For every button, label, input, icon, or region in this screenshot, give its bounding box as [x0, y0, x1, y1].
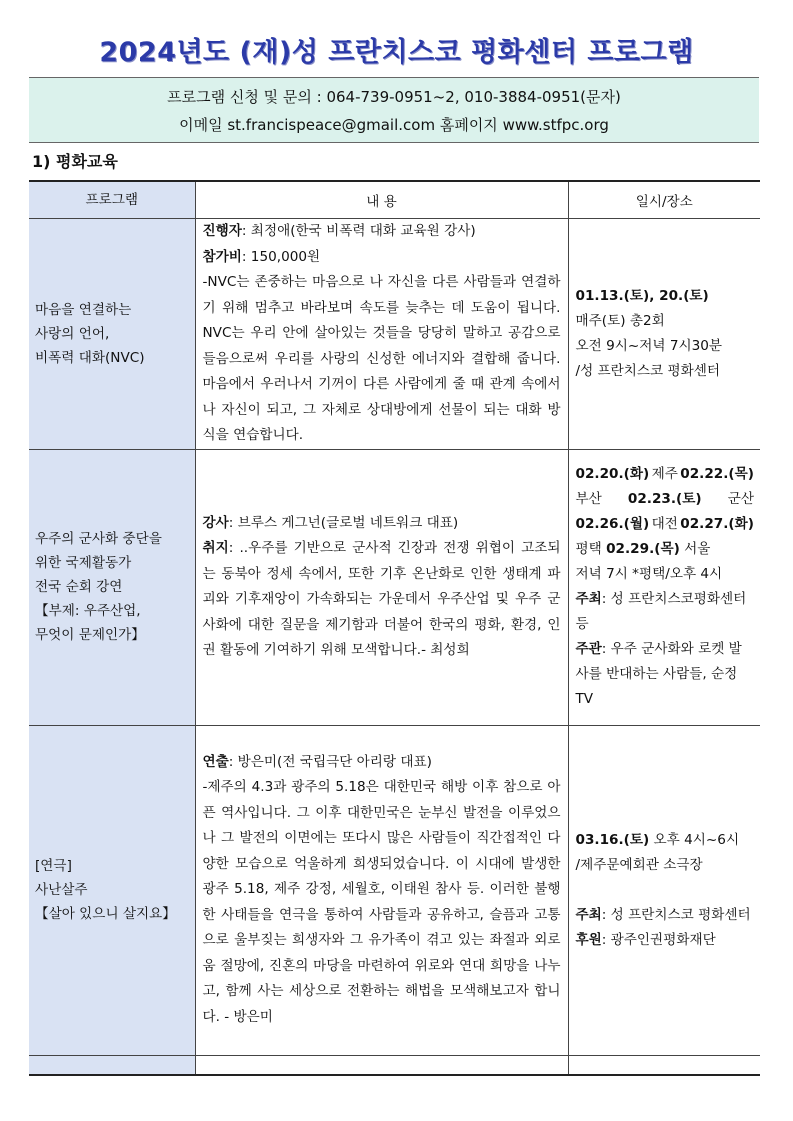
spacer: [576, 878, 755, 903]
schedule-city: 군산: [727, 491, 754, 507]
content-line: [203, 511, 561, 537]
schedule-city: 대전: [651, 516, 678, 532]
empty-cell: [568, 1055, 760, 1075]
table-row: [29, 725, 760, 1055]
schedule-date: 02.22.(목): [680, 466, 754, 482]
field-value: : 성 프란치스코 평화센터: [601, 906, 751, 923]
schedule-line: 매주(토) 총2회: [575, 312, 665, 329]
program-table: [29, 180, 760, 1076]
schedule-organizer: [576, 637, 755, 712]
program-line: 위한 국제활동가: [35, 555, 132, 571]
contact-phone: 프로그램 신청 및 문의 : 064-739-0951~2, 010-3884-0951(문자): [167, 88, 621, 106]
field-label: 취지: [202, 540, 229, 556]
content-line: [203, 536, 561, 664]
content-body: -NVC는 존중하는 마음으로 나 자신을 다른 사람들과 연결하기 위해 멈추고 바라보며 속도를 늦추는 데 도움이 됩니다. NVC는 우리 안에 살아있는 것들을 당당히 말하고 공감으로 들음으로써 우리를 사랑의 신성한 에너지와 결합해 줍니다. 마음에서 우러나서 기꺼이 다른 사람에게 줄 때 관계 속에서 나 자신이 되고, 그 자체로 상대방에게 선물이 되는 대화 방식을 연습합니다.: [202, 274, 561, 443]
field-label: 강사: [202, 514, 229, 531]
field-label: 주최: [575, 906, 602, 923]
schedule-date: 02.26.(월): [575, 516, 650, 532]
schedule-city: 부산: [575, 491, 602, 507]
content-cell: [195, 449, 568, 725]
table-row: [29, 219, 760, 450]
program-line: 【살아 있으니 살지요】: [35, 906, 176, 922]
schedule-city: 서울: [684, 541, 711, 557]
program-cell: [29, 449, 195, 725]
empty-cell: [29, 1055, 195, 1075]
schedule-time: 오후 4시~6시: [649, 831, 740, 848]
field-value: : ..우주를 기반으로 군사적 긴장과 전쟁 위협이 고조되는 동북아 정세 속에서, 또한 기후 온난화로 인한 생태계 파괴와 기후재앙이 가속화되는 가운데서 우주산업 및 우주 군사화에 대한 질문을 제기함과 더불어 한국의 평화, 환경, 인권 활동에 기여하기 위해 모색합니다.- 최성희: [202, 540, 561, 658]
page-title: 2024년도 (재)성 프란치스코 평화센터 프로그램: [99, 37, 694, 68]
schedule-line: [576, 828, 755, 853]
section-heading: 1) 평화교육: [32, 152, 118, 171]
content-body: -제주의 4.3과 광주의 5.18은 대한민국 해방 이후 참으로 아픈 역사입니다. 그 이후 대한민국은 눈부신 발전을 이루었으나 그 발전의 이면에는 또다시 많은 사람들이 직간접적인 다양한 모습으로 억울하게 희생되었습니다. 이 시대에 발생한 광주 5.18, 제주 강정, 세월호, 이태원 참사 등. 이러한 불행한 사태들을 연극을 통하여 사람들과 공유하고, 슬픔과 고통으로 울부짖는 희생자와 그 유가족이 겪고 있는 좌절과 외로움 절망에, 진혼의 마당을 마련하여 위로와 연대 희망을 나누고, 함께 사는 세상으로 전환하는 해법을 모색해보고자 합니다. - 방은미: [202, 779, 561, 1025]
table-row-empty: [29, 1055, 760, 1075]
schedule-line: /성 프란치스코 평화센터: [575, 362, 721, 379]
field-value: : 150,000원: [241, 248, 321, 265]
empty-cell: [195, 1055, 568, 1075]
schedule-sponsor: [576, 928, 755, 953]
schedule-date: 03.16.(토): [575, 831, 650, 848]
program-line: 무엇이 문제인가】: [35, 627, 145, 643]
header-program: 프로그램: [29, 181, 195, 219]
program-line: 사랑의 언어,: [35, 325, 110, 342]
field-label: 참가비: [202, 248, 242, 265]
schedule-cell: [568, 725, 760, 1055]
content-cell: [195, 725, 568, 1055]
field-value: : 우주 군사화와 로켓 발사를 반대하는 사람들, 순정TV: [575, 641, 742, 707]
schedule-host: [576, 903, 755, 928]
field-label: 진행자: [202, 223, 242, 239]
schedule-date: 02.27.(화): [680, 516, 754, 532]
content-line: [203, 750, 561, 776]
field-label: 후원: [575, 931, 602, 948]
field-value: : 성 프란치스코평화센터 등: [575, 591, 747, 632]
field-label: 주관: [575, 641, 602, 657]
program-line: 비폭력 대화(NVC): [35, 349, 145, 366]
schedule-line: [576, 462, 755, 487]
schedule-date: 02.29.(목): [606, 541, 680, 557]
content-cell: [195, 219, 568, 450]
schedule-line: 저녁 7시 *평택/오후 4시: [575, 566, 723, 582]
header-content: 내 용: [195, 181, 568, 219]
schedule-cell: [568, 219, 760, 450]
program-cell: [29, 219, 195, 450]
contact-web: 이메일 st.francispeace@gmail.com 홈페이지 www.stfpc.org: [179, 116, 609, 134]
table-row: [29, 449, 760, 725]
header-schedule: 일시/장소: [568, 181, 760, 219]
field-value: : 방은미(전 국립극단 아리랑 대표): [228, 753, 432, 770]
field-value: : 광주인권평화재단: [601, 931, 716, 948]
schedule-city: 평택: [575, 541, 602, 557]
schedule-cell: [568, 449, 760, 725]
program-line: 전국 순회 강연: [35, 579, 123, 595]
program-line: 【부제: 우주산업,: [35, 603, 141, 619]
program-line: 우주의 군사화 중단을: [35, 531, 162, 547]
program-line: 마음을 연결하는: [35, 301, 132, 318]
field-label: 주최: [575, 591, 602, 607]
program-line: [연극]: [35, 858, 72, 874]
schedule-date: 02.23.(토): [627, 491, 702, 507]
schedule-line: [576, 487, 755, 512]
table-header-row: [29, 181, 760, 219]
schedule-city: 제주: [651, 466, 678, 482]
program-cell: [29, 725, 195, 1055]
schedule-line: /제주문예회관 소극장: [575, 856, 703, 873]
schedule-line: 오전 9시~저녁 7시30분: [575, 337, 723, 354]
schedule-host: [576, 587, 755, 637]
contact-box: [29, 77, 759, 143]
schedule-date: 01.13.(토), 20.(토): [575, 287, 709, 304]
field-value: : 브루스 게그넌(글로벌 네트워크 대표): [228, 514, 459, 531]
field-label: 연출: [202, 753, 229, 770]
schedule-line: [576, 512, 755, 537]
content-line: [203, 219, 561, 245]
schedule-date: 02.20.(화): [575, 466, 650, 482]
schedule-line: [576, 537, 755, 562]
program-line: 사난살주: [35, 882, 88, 898]
field-value: : 최정애(한국 비폭력 대화 교육원 강사): [241, 223, 476, 239]
content-line: [203, 245, 561, 271]
